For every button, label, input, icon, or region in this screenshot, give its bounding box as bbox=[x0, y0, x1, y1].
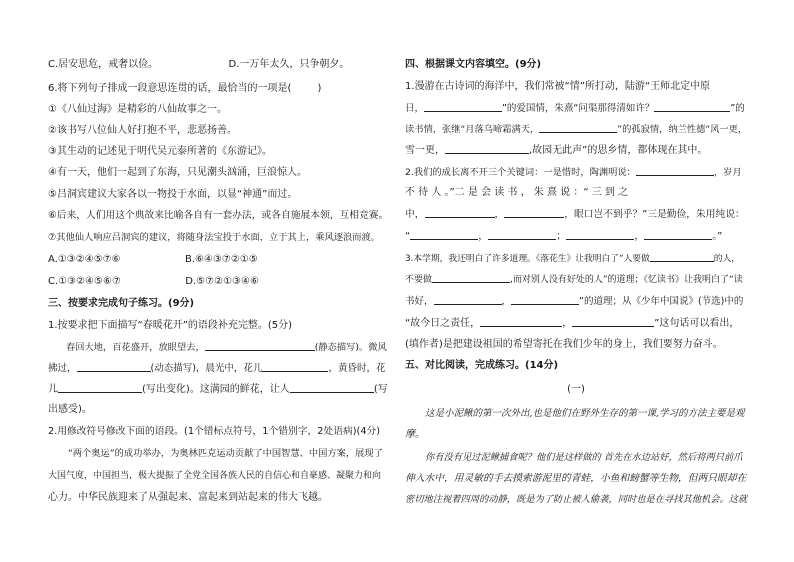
s4-q1-text-1: 日， bbox=[405, 103, 425, 114]
s4-q2-text-7: ， bbox=[478, 231, 489, 242]
s4-q3-text-2: 的人， bbox=[713, 254, 741, 264]
reading-para-1-line-1: 这是小泥鳅的第一次外出,也是他们在野外生存的第一课,学习的方法主要是观 bbox=[425, 408, 745, 419]
q5-options-cd bbox=[48, 58, 349, 72]
s3-q1-blank-static[interactable] bbox=[205, 340, 315, 351]
s3-q2-para-2: 大国气度，中国担当，极大提振了全党全国各族人民的自信心和自豪感、凝聚力和向 bbox=[48, 471, 382, 481]
s4-q3-text-10: ”这句话可以看出， bbox=[654, 318, 740, 329]
q6-stem-text: 6.将下列句子排成一段意思连贯的话，最恰当的一项是( bbox=[48, 83, 292, 94]
s4-q3-line-2 bbox=[405, 272, 743, 287]
s4-q2-blank-7[interactable] bbox=[644, 229, 712, 240]
reading-subtitle: (一) bbox=[567, 384, 585, 395]
s3-q1-line-4: 出感受)。 bbox=[48, 404, 92, 415]
s4-q2-text-6: “ bbox=[405, 231, 411, 242]
s4-q3-blank-3[interactable] bbox=[434, 294, 502, 305]
q6-stem-close: ) bbox=[317, 83, 322, 94]
s4-q1-line-3 bbox=[405, 122, 747, 137]
s4-q2-text-9: ， bbox=[634, 231, 645, 242]
s4-q2-line-3 bbox=[405, 207, 745, 222]
s3-q1-blank-feeling[interactable] bbox=[290, 382, 374, 393]
q6-sentence-2: ②该书写八位仙人好打抱不平，悲恶扬善。 bbox=[48, 125, 237, 136]
s3-q1-text-7: (写出变化)。这满园的鲜花，让人 bbox=[142, 384, 290, 395]
s4-q2-text-2: ，岁月 bbox=[713, 167, 742, 178]
s4-q3-line-3 bbox=[405, 294, 743, 309]
s3-q1-text-3: 拂过， bbox=[48, 363, 77, 374]
s3-q1-text-8: (写 bbox=[373, 384, 388, 395]
s3-q2-para-1: “两个奥运”的成功举办，为奥林匹克运动贡献了中国智慧、中国方案，展现了 bbox=[68, 448, 383, 459]
s3-q1-blank-morning[interactable] bbox=[262, 361, 328, 372]
s4-q1-line-4 bbox=[405, 143, 707, 158]
s4-q2-text-8: ； bbox=[556, 231, 567, 242]
s4-q3-line-4 bbox=[405, 316, 739, 331]
s4-q2-line-4 bbox=[405, 229, 722, 244]
s3-q1-line-3 bbox=[48, 382, 388, 397]
q5-option-c: C.居安思危，戒奢以俭。 bbox=[48, 59, 159, 70]
s4-q1-text-6: 雪一更， bbox=[405, 145, 445, 156]
s4-q1-blank-1[interactable] bbox=[424, 101, 502, 112]
q6-option-b: B.⑥④③⑦②①⑤ bbox=[184, 254, 258, 265]
s3-q1-blank-change[interactable] bbox=[58, 382, 142, 393]
reading-para-2-line-3: 密切地注视着四周的动静，既是为了防止被人偷袭，同时也是在寻找其他机会。这就 bbox=[405, 494, 748, 505]
s4-q3-line-5: (填作者)是把建设祖国的希望寄托在我们少年的身上，我们要努力奋斗。 bbox=[405, 339, 723, 350]
s3-q1-text-4: (动态描写)，晨光中，花儿 bbox=[150, 363, 263, 374]
q6-option-a: A.①③②④⑤⑦⑥ bbox=[48, 254, 121, 265]
s3-q1-stem: 1.按要求把下面描写“春暖花开”的语段补充完整。(5分) bbox=[48, 320, 293, 331]
q6-options-cd bbox=[48, 275, 259, 289]
s4-q3-line-1 bbox=[405, 251, 740, 266]
s4-q1-text-4: 读书情，张继“月落乌啼霜满天， bbox=[405, 124, 540, 135]
q6-options-ab bbox=[48, 253, 258, 267]
s3-q1-line-1 bbox=[66, 340, 387, 355]
q6-sentence-5: ⑤吕洞宾建议大家各以一物投于水面，以显“神通”而过。 bbox=[48, 189, 298, 200]
q6-sentence-3: ③其生动的记述见于明代吴元泰所著的《东游记》。 bbox=[48, 146, 272, 157]
s4-q2-blank-1[interactable] bbox=[636, 165, 714, 176]
s3-q1-text-1: 春回大地，百花盛开，放眼望去， bbox=[66, 342, 205, 353]
s4-q1-blank-2[interactable] bbox=[654, 101, 730, 112]
s4-q3-text-1: 3.本学期，我还明白了许多道理。《落花生》让我明白了“人要做 bbox=[405, 254, 650, 264]
s4-q1-text-5: ”的孤寂情，纳兰性德“风一更， bbox=[617, 124, 748, 135]
s4-q1-blank-4[interactable] bbox=[445, 143, 529, 154]
s4-q2-text-4: ， bbox=[494, 209, 505, 220]
s4-q2-text-5: ，眼口岂不到乎？”三是勤俭，朱用纯说： bbox=[564, 209, 745, 220]
s4-q3-blank-1[interactable] bbox=[650, 251, 714, 262]
s4-q2-text-3: 中， bbox=[405, 209, 425, 220]
s4-q2-blank-6[interactable] bbox=[566, 229, 634, 240]
s4-q3-text-8: “故今日之责任， bbox=[405, 318, 481, 329]
s4-q3-text-5: 书好， bbox=[405, 296, 434, 307]
s4-q2-blank-4[interactable] bbox=[410, 229, 478, 240]
s4-q1-text-3: ”的 bbox=[730, 103, 745, 114]
q6-sentence-1: ①《八仙过海》是精彩的八仙故事之一。 bbox=[48, 104, 227, 115]
s4-q1-blank-3[interactable] bbox=[539, 122, 617, 133]
reading-para-1-line-2: 摩。 bbox=[405, 429, 425, 440]
s4-q3-blank-5[interactable] bbox=[480, 316, 562, 327]
q6-option-c: C.①③②④⑤⑥⑦ bbox=[48, 276, 121, 287]
s4-q3-text-7: ”的道理；从《少年中国说》(节选)中的 bbox=[579, 296, 744, 307]
q6-sentence-7: ⑦其他仙人响应吕洞宾的建议，将随身法宝投于水面，立于其上，乘风逐浪而渡。 bbox=[48, 232, 381, 243]
s3-q1-text-2: (静态描写)。微风 bbox=[314, 342, 387, 353]
reading-para-2-line-2: 伸入水中，用灵敏的手去摸索游泥里的青蛙，小鱼和螃蟹等生物，但两只眼却在 bbox=[405, 473, 747, 484]
s4-q2-text-10: 。” bbox=[712, 231, 723, 242]
s4-q2-blank-5[interactable] bbox=[488, 229, 556, 240]
s4-q2-line-2: 不 待 人 。”二 是 会 读 书 ， 朱 熹 说 ：“ 三 到 之 bbox=[405, 187, 629, 198]
q6-stem bbox=[48, 82, 321, 96]
s4-q1-line-2 bbox=[405, 101, 745, 116]
s4-q3-blank-6[interactable] bbox=[572, 316, 654, 327]
s3-q2-para-3: 心力。中华民族迎来了从强起来、富起来到站起来的伟大飞越。 bbox=[48, 492, 328, 503]
reading-para-2-line-1: 你有没有见过泥鳅捕食呢？他们是这样做的 首先在水边站好，然后将两只前爪 bbox=[425, 452, 743, 463]
s4-q3-text-3: 不要做 bbox=[405, 275, 433, 285]
s4-q2-blank-2[interactable] bbox=[425, 207, 495, 218]
s4-q2-blank-3[interactable] bbox=[504, 207, 564, 218]
q6-sentence-4: ④有一天，他们一起到了东海，只见潮头汹涌，巨浪惊人。 bbox=[48, 167, 307, 178]
s4-q2-line-1 bbox=[405, 165, 742, 180]
s4-q1-line-1: 1.漫游在古诗词的海洋中，我们常被“情”所打动，陆游“王师北定中原 bbox=[405, 81, 711, 92]
s4-q3-blank-4[interactable] bbox=[511, 294, 579, 305]
section-5-title: 五、对比阅读，完成练习。(14分) bbox=[405, 360, 559, 371]
s4-q2-text-1: 2.我们的成长离不开三个关键词：一是惜时，陶渊明说： bbox=[405, 167, 636, 178]
section-4-title: 四、根据课文内容填空。(9分) bbox=[405, 59, 542, 70]
s3-q1-line-2 bbox=[48, 361, 385, 376]
q6-sentence-6: ⑥后来，人们用这个典故来比喻各自有一套办法，或各自施展本领，互相竞赛。 bbox=[48, 210, 389, 221]
s3-q1-text-6: 儿 bbox=[48, 384, 58, 395]
s3-q1-blank-dynamic[interactable] bbox=[77, 361, 151, 372]
q5-option-d: D.一万年太久，只争朝夕。 bbox=[228, 59, 350, 70]
s4-q1-text-7: ,故园无此声”的思乡情，都体现在其中。 bbox=[529, 145, 708, 156]
s3-q2-stem: 2.用修改符号修改下面的语段。(1个错标点符号，1个错别字，2处语病)(4分) bbox=[48, 426, 381, 437]
s4-q3-text-6: ， bbox=[501, 296, 512, 307]
s3-q1-text-5: ，黄昏时，花 bbox=[328, 363, 386, 374]
q6-option-d: D.⑤⑦②①③④⑥ bbox=[185, 276, 259, 287]
s4-q3-text-9: ， bbox=[562, 318, 573, 329]
section-3-title: 三、按要求完成句子练习。(9分) bbox=[48, 298, 195, 309]
s4-q3-blank-2[interactable] bbox=[432, 272, 510, 283]
s4-q3-text-4: ,而对别人没有好处的人”的道理；《忆读书》让我明白了“读 bbox=[510, 275, 743, 285]
s4-q1-text-2: ”的爱国情，朱熹“问渠那得清如许？ bbox=[502, 103, 655, 114]
